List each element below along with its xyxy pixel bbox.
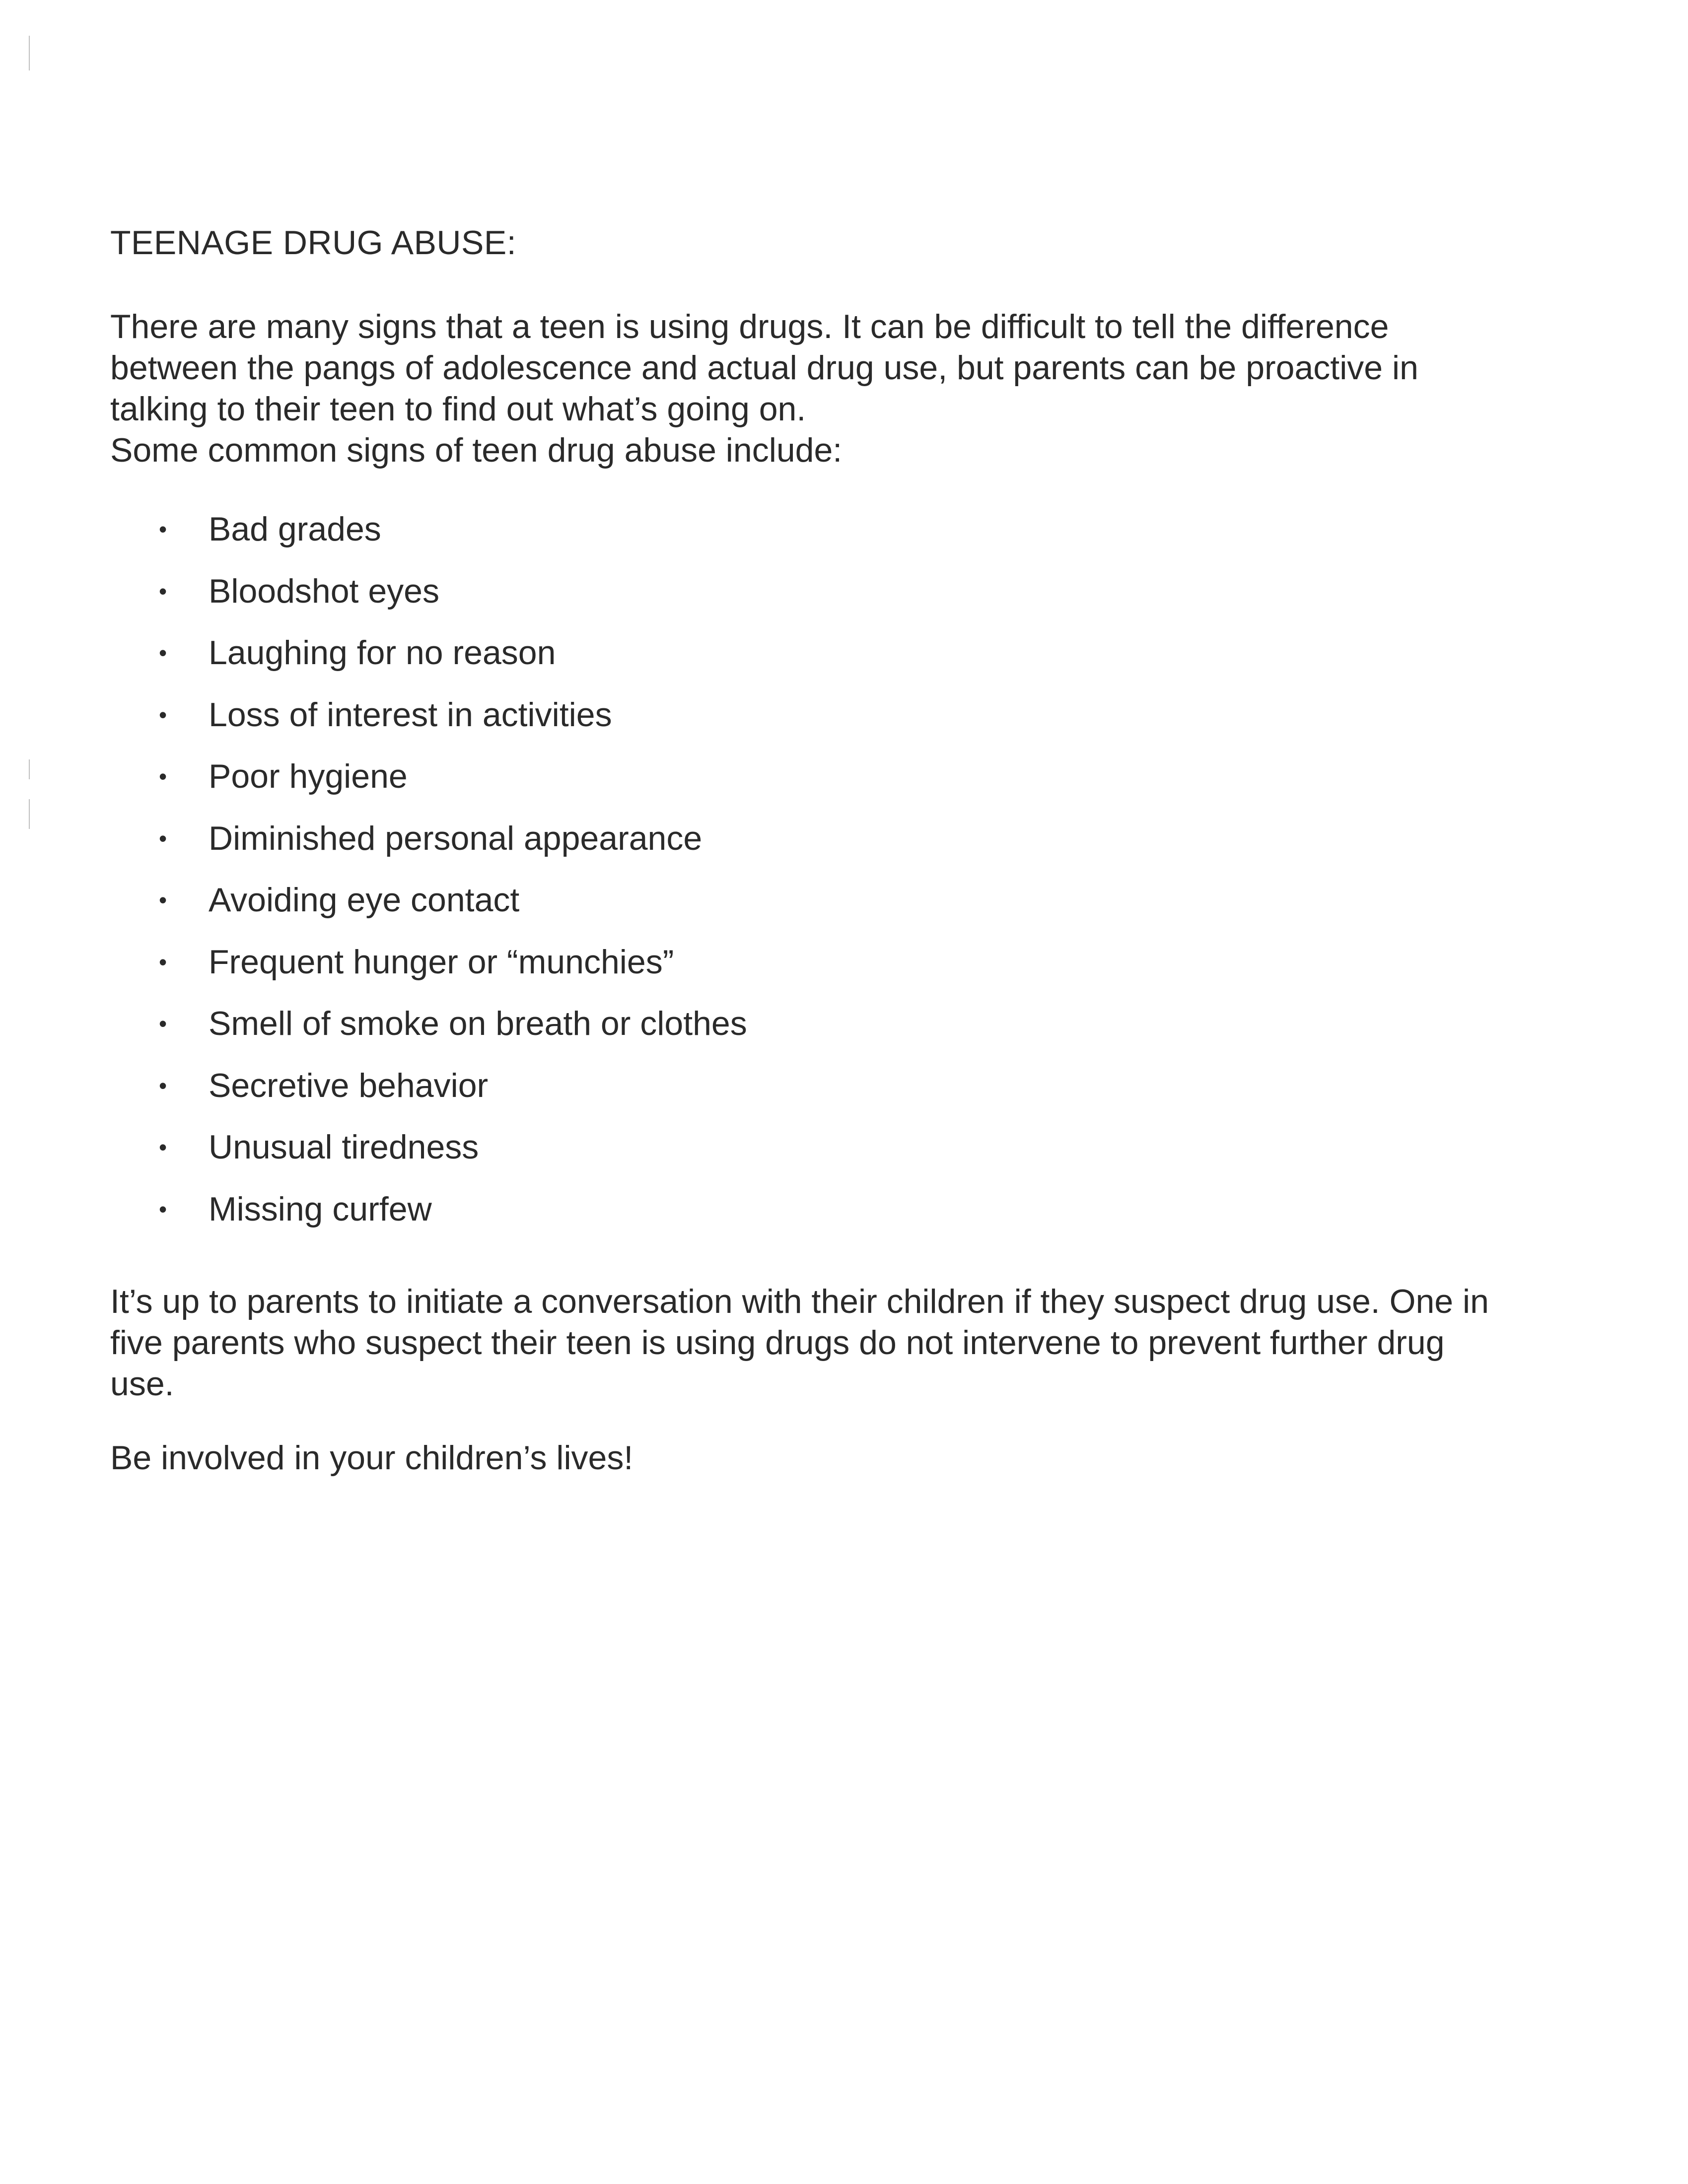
list-item-text: Diminished personal appearance bbox=[209, 819, 703, 857]
list-item-text: Smell of smoke on breath or clothes bbox=[209, 1005, 747, 1042]
list-item bbox=[110, 571, 1590, 633]
bullet-icon: • bbox=[159, 825, 167, 851]
final-statement: Be involved in your children’s lives! bbox=[110, 1439, 633, 1477]
bullet-icon: • bbox=[159, 640, 167, 666]
bullet-icon: • bbox=[159, 516, 167, 542]
bullet-icon: • bbox=[159, 1134, 167, 1160]
document-body bbox=[110, 222, 1590, 1479]
bullet-icon: • bbox=[159, 1196, 167, 1222]
scan-margin-mark bbox=[29, 799, 30, 829]
closing-paragraph bbox=[110, 1281, 1590, 1405]
scan-margin-mark bbox=[29, 36, 30, 70]
list-item bbox=[110, 694, 1590, 756]
bullet-icon: • bbox=[159, 578, 167, 604]
bullet-icon: • bbox=[159, 701, 167, 728]
document-title: TEENAGE DRUG ABUSE: bbox=[110, 224, 517, 262]
intro-line: between the pangs of adolescence and actual drug use, but parents can be proactive in bbox=[110, 349, 1418, 387]
signs-list bbox=[110, 509, 1590, 1250]
intro-line: Some common signs of teen drug abuse include: bbox=[110, 431, 843, 469]
list-item bbox=[110, 1127, 1590, 1189]
closing-line: It’s up to parents to initiate a conversation with their children if they suspect drug use. One in bbox=[110, 1283, 1489, 1320]
list-item-text: Unusual tiredness bbox=[209, 1128, 479, 1166]
list-item bbox=[110, 756, 1590, 818]
list-item-text: Secretive behavior bbox=[209, 1066, 489, 1104]
intro-line: There are many signs that a teen is using drugs. It can be difficult to tell the difference bbox=[110, 308, 1389, 345]
scan-margin-mark bbox=[29, 759, 30, 779]
list-item-text: Avoiding eye contact bbox=[209, 881, 520, 919]
list-item-text: Laughing for no reason bbox=[209, 634, 556, 672]
list-item bbox=[110, 942, 1590, 1004]
bullet-icon: • bbox=[159, 763, 167, 789]
list-item bbox=[110, 1003, 1590, 1065]
bullet-icon: • bbox=[159, 887, 167, 913]
list-item bbox=[110, 1065, 1590, 1127]
bullet-icon: • bbox=[159, 1072, 167, 1098]
bullet-icon: • bbox=[159, 1011, 167, 1036]
list-item bbox=[110, 1189, 1590, 1251]
list-item-text: Bloodshot eyes bbox=[209, 572, 439, 610]
closing-line: use. bbox=[110, 1365, 174, 1403]
bullet-icon: • bbox=[159, 949, 167, 975]
list-item-text: Bad grades bbox=[209, 510, 381, 548]
list-item-text: Missing curfew bbox=[209, 1190, 432, 1228]
closing-line: five parents who suspect their teen is using drugs do not intervene to prevent further drug bbox=[110, 1324, 1445, 1362]
list-item-text: Loss of interest in activities bbox=[209, 695, 612, 734]
intro-line: talking to their teen to find out what’s going on. bbox=[110, 390, 806, 428]
list-item bbox=[110, 509, 1590, 571]
intro-paragraph bbox=[110, 306, 1590, 471]
list-item bbox=[110, 632, 1590, 694]
list-item bbox=[110, 818, 1590, 880]
list-item bbox=[110, 880, 1590, 942]
list-item-text: Frequent hunger or “munchies” bbox=[209, 943, 674, 981]
list-item-text: Poor hygiene bbox=[209, 757, 408, 795]
